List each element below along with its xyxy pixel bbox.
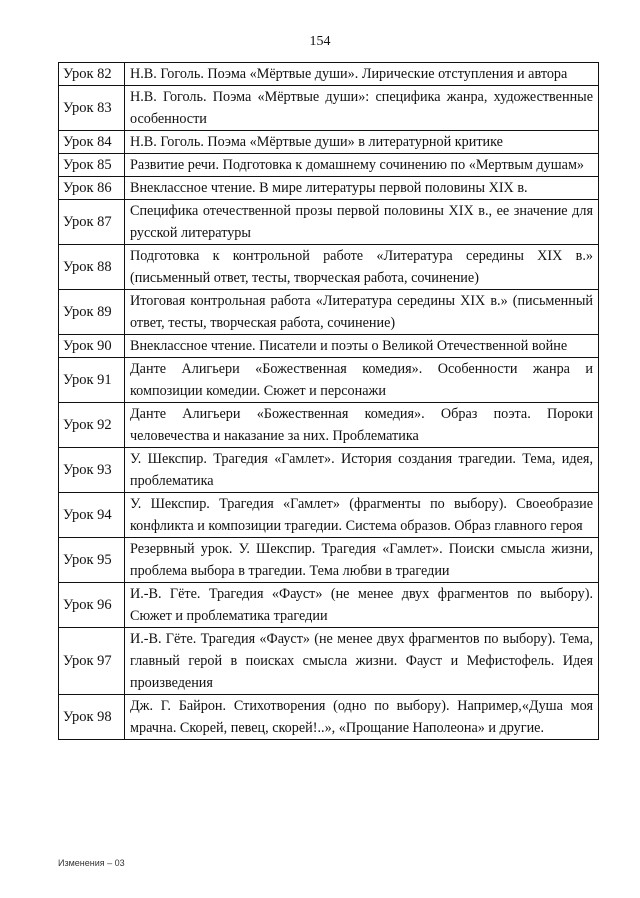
lesson-topic: И.-В. Гёте. Трагедия «Фауст» (не менее двух фрагментов по выбору). Тема, главный герой в поисках смысла жизни. Фауст и Мефистофель. Идея произведения [125, 628, 599, 695]
lesson-topic: У. Шекспир. Трагедия «Гамлет» (фрагменты по выбору). Своеобразие конфликта и композиции трагедии. Система образов. Образ главного героя [125, 493, 599, 538]
table-row [59, 403, 599, 448]
lesson-topic: Итоговая контрольная работа «Литература середины XIX в.» (письменный ответ, тесты, творческая работа, сочинение) [125, 290, 599, 335]
table-row [59, 358, 599, 403]
lesson-number: Урок 86 [59, 177, 125, 200]
table-row [59, 448, 599, 493]
lesson-topic: Внеклассное чтение. В мире литературы первой половины XIX в. [125, 177, 599, 200]
lesson-number: Урок 96 [59, 583, 125, 628]
table-row [59, 538, 599, 583]
lesson-topic: Н.В. Гоголь. Поэма «Мёртвые души». Лирические отступления и автора [125, 63, 599, 86]
lesson-topic: Подготовка к контрольной работе «Литература середины XIX в.» (письменный ответ, тесты, творческая работа, сочинение) [125, 245, 599, 290]
lesson-number: Урок 84 [59, 131, 125, 154]
footer-revision-note: Изменения – 03 [58, 858, 125, 868]
lesson-number: Урок 93 [59, 448, 125, 493]
table-row [59, 335, 599, 358]
table-row [59, 493, 599, 538]
lesson-topic: Н.В. Гоголь. Поэма «Мёртвые души» в литературной критике [125, 131, 599, 154]
lesson-number: Урок 85 [59, 154, 125, 177]
lesson-number: Урок 89 [59, 290, 125, 335]
lesson-topic: Резервный урок. У. Шекспир. Трагедия «Гамлет». Поиски смысла жизни, проблема выбора в трагедии. Тема любви в трагедии [125, 538, 599, 583]
lesson-number: Урок 83 [59, 86, 125, 131]
lesson-number: Урок 97 [59, 628, 125, 695]
lesson-number: Урок 87 [59, 200, 125, 245]
lesson-number: Урок 92 [59, 403, 125, 448]
table-row [59, 154, 599, 177]
lesson-topic: Внеклассное чтение. Писатели и поэты о Великой Отечественной войне [125, 335, 599, 358]
page-number: 154 [309, 34, 331, 49]
lesson-number: Урок 98 [59, 695, 125, 740]
table-row [59, 63, 599, 86]
table-row [59, 245, 599, 290]
table-row [59, 290, 599, 335]
lesson-topic: У. Шекспир. Трагедия «Гамлет». История создания трагедии. Тема, идея, проблематика [125, 448, 599, 493]
lesson-number: Урок 94 [59, 493, 125, 538]
lesson-number: Урок 91 [59, 358, 125, 403]
lesson-number: Урок 95 [59, 538, 125, 583]
table-row [59, 86, 599, 131]
lesson-number: Урок 82 [59, 63, 125, 86]
lesson-topic: Развитие речи. Подготовка к домашнему сочинению по «Мертвым душам» [125, 154, 599, 177]
lesson-plan-table [58, 62, 599, 740]
lesson-topic: Данте Алигьери «Божественная комедия». Образ поэта. Пороки человечества и наказание за них. Проблематика [125, 403, 599, 448]
table-row [59, 177, 599, 200]
table-row [59, 131, 599, 154]
table-row [59, 628, 599, 695]
lesson-topic: Данте Алигьери «Божественная комедия». Особенности жанра и композиции комедии. Сюжет и персонажи [125, 358, 599, 403]
lesson-topic: Н.В. Гоголь. Поэма «Мёртвые души»: специфика жанра, художественные особенности [125, 86, 599, 131]
table-row [59, 583, 599, 628]
lesson-topic: И.-В. Гёте. Трагедия «Фауст» (не менее двух фрагментов по выбору). Сюжет и проблематика трагедии [125, 583, 599, 628]
table-row [59, 200, 599, 245]
table-row [59, 695, 599, 740]
lesson-topic: Специфика отечественной прозы первой половины XIX в., ее значение для русской литературы [125, 200, 599, 245]
lesson-number: Урок 90 [59, 335, 125, 358]
lesson-number: Урок 88 [59, 245, 125, 290]
lesson-topic: Дж. Г. Байрон. Стихотворения (одно по выбору). Например,«Душа моя мрачна. Скорей, певец, скорей!..», «Прощание Наполеона» и другие. [125, 695, 599, 740]
